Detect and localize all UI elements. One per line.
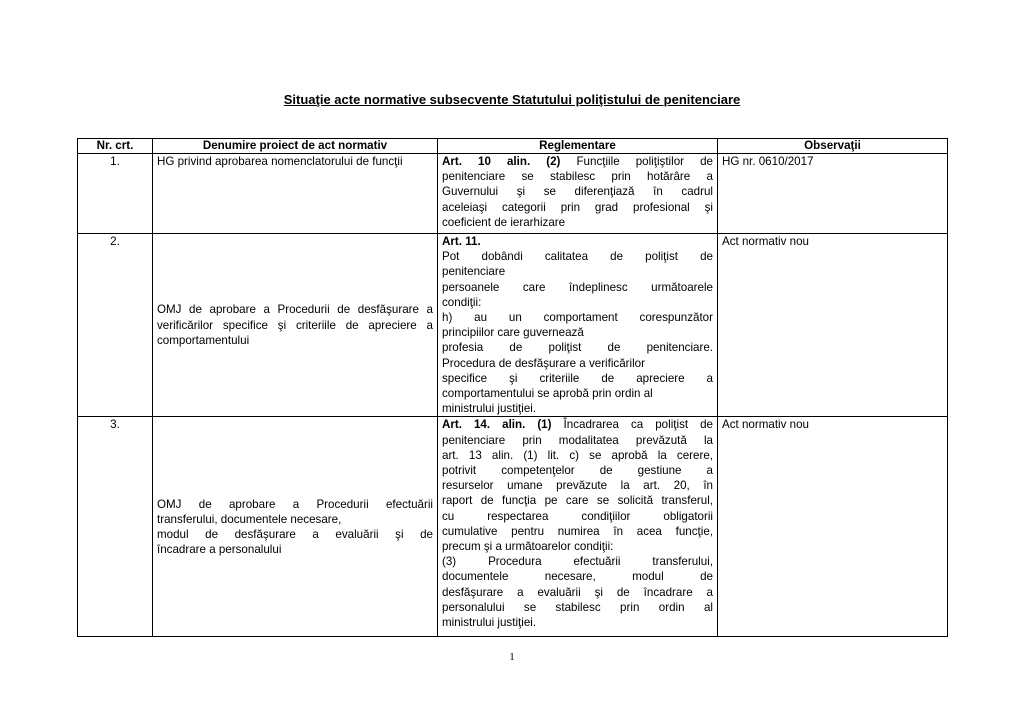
denumire-line: încadrare a personalului <box>157 543 282 557</box>
denumire-line: modul de desfăşurare a evaluării şi de <box>157 527 433 541</box>
table-header-row <box>78 139 948 154</box>
table-row <box>78 154 948 234</box>
reg-line: specifice şi criteriile de apreciere a <box>442 371 713 385</box>
reg-line: ministrului justiţiei. <box>442 402 537 416</box>
article-reference: Art. 10 alin. (2) <box>442 155 561 168</box>
reg-line: precum şi a următoarelor condiţii: <box>442 540 614 554</box>
row-observatii: Act normativ nou <box>718 417 948 637</box>
reg-line: coeficient de ierarhizare <box>442 215 566 229</box>
row-number: 2. <box>78 234 153 417</box>
reg-line: Funcţiile poliţiştilor de <box>576 155 713 168</box>
row-reglementare <box>438 417 718 637</box>
reg-line: raport de funcţia pe care se solicită transferul, <box>442 494 713 508</box>
header-reglementare: Reglementare <box>438 139 718 154</box>
row-number: 3. <box>78 417 153 637</box>
header-observatii: Observaţii <box>718 139 948 154</box>
reg-line: potrivit competenţelor de gestiune a <box>442 464 713 478</box>
reg-line: penitenciare prin modalitatea prevăzută la <box>442 433 713 447</box>
reg-line: h) au un comportament corespunzător <box>442 311 713 325</box>
reg-line: art. 13 alin. (1) lit. c) se aprobă la cerere, <box>442 448 713 462</box>
reg-line: desfăşurare a evaluării şi de încadrare a <box>442 585 713 599</box>
header-nr: Nr. crt. <box>78 139 153 154</box>
reg-line: profesia de poliţist de penitenciare. <box>442 341 713 355</box>
reg-line: personalului se stabilesc prin ordin al <box>442 600 713 614</box>
table-row <box>78 234 948 417</box>
row-observatii: Act normativ nou <box>718 234 948 417</box>
row-denumire: HG privind aprobarea nomenclatorului de funcţii <box>153 154 438 234</box>
reg-line: persoanele care îndeplinesc următoarele <box>442 280 713 294</box>
acts-table <box>77 138 948 637</box>
row-denumire <box>153 417 438 637</box>
denumire-line: OMJ de aprobare a Procedurii efectuării <box>157 497 433 511</box>
reg-line: resurselor umane prevăzute la art. 20, în <box>442 479 713 493</box>
reg-line: Procedura de desfăşurare a verificărilor <box>442 356 645 370</box>
reg-line: (3) Procedura efectuării transferului, <box>442 555 713 569</box>
reg-line: documentele necesare, modul de <box>442 570 713 584</box>
article-reference: Art. 11. <box>442 235 481 248</box>
row-observatii: HG nr. 0610/2017 <box>718 154 948 234</box>
reg-line: cumulative pentru numirea în acea funcţie, <box>442 524 713 538</box>
reg-line: ministrului justiţiei. <box>442 616 537 630</box>
reg-line: cu respectarea condiţiilor obligatorii <box>442 509 713 523</box>
row-reglementare <box>438 154 718 234</box>
header-denumire: Denumire proiect de act normativ <box>153 139 438 154</box>
page-number: 1 <box>509 651 515 663</box>
reg-line: condiţii: <box>442 295 482 309</box>
reg-line: aceleiaşi categorii prin grad profesional şi <box>442 200 713 214</box>
reg-line: Pot dobândi calitatea de poliţist de <box>442 250 713 264</box>
row-number: 1. <box>78 154 153 234</box>
reg-line: penitenciare se stabilesc prin hotărâre a <box>442 170 713 184</box>
denumire-line: transferului, documentele necesare, <box>157 512 342 526</box>
table-row <box>78 417 948 637</box>
row-reglementare <box>438 234 718 417</box>
document-title: Situaţie acte normative subsecvente Statutului poliţistului de penitenciare <box>283 92 741 107</box>
reg-line: comportamentului se aprobă prin ordin al <box>442 387 653 401</box>
reg-line: Încadrarea ca poliţist de <box>563 418 714 432</box>
article-reference: Art. 14. alin. (1) <box>442 418 552 432</box>
reg-line: principiilor care guvernează <box>442 326 584 340</box>
reg-line: penitenciare <box>442 265 506 279</box>
row-denumire: OMJ de aprobare a Procedurii de desfăşurare a verificărilor specifice şi criteriile de apreciere a comportamentului <box>153 234 438 417</box>
reg-line: Guvernului şi se diferenţiază în cadrul <box>442 185 713 199</box>
